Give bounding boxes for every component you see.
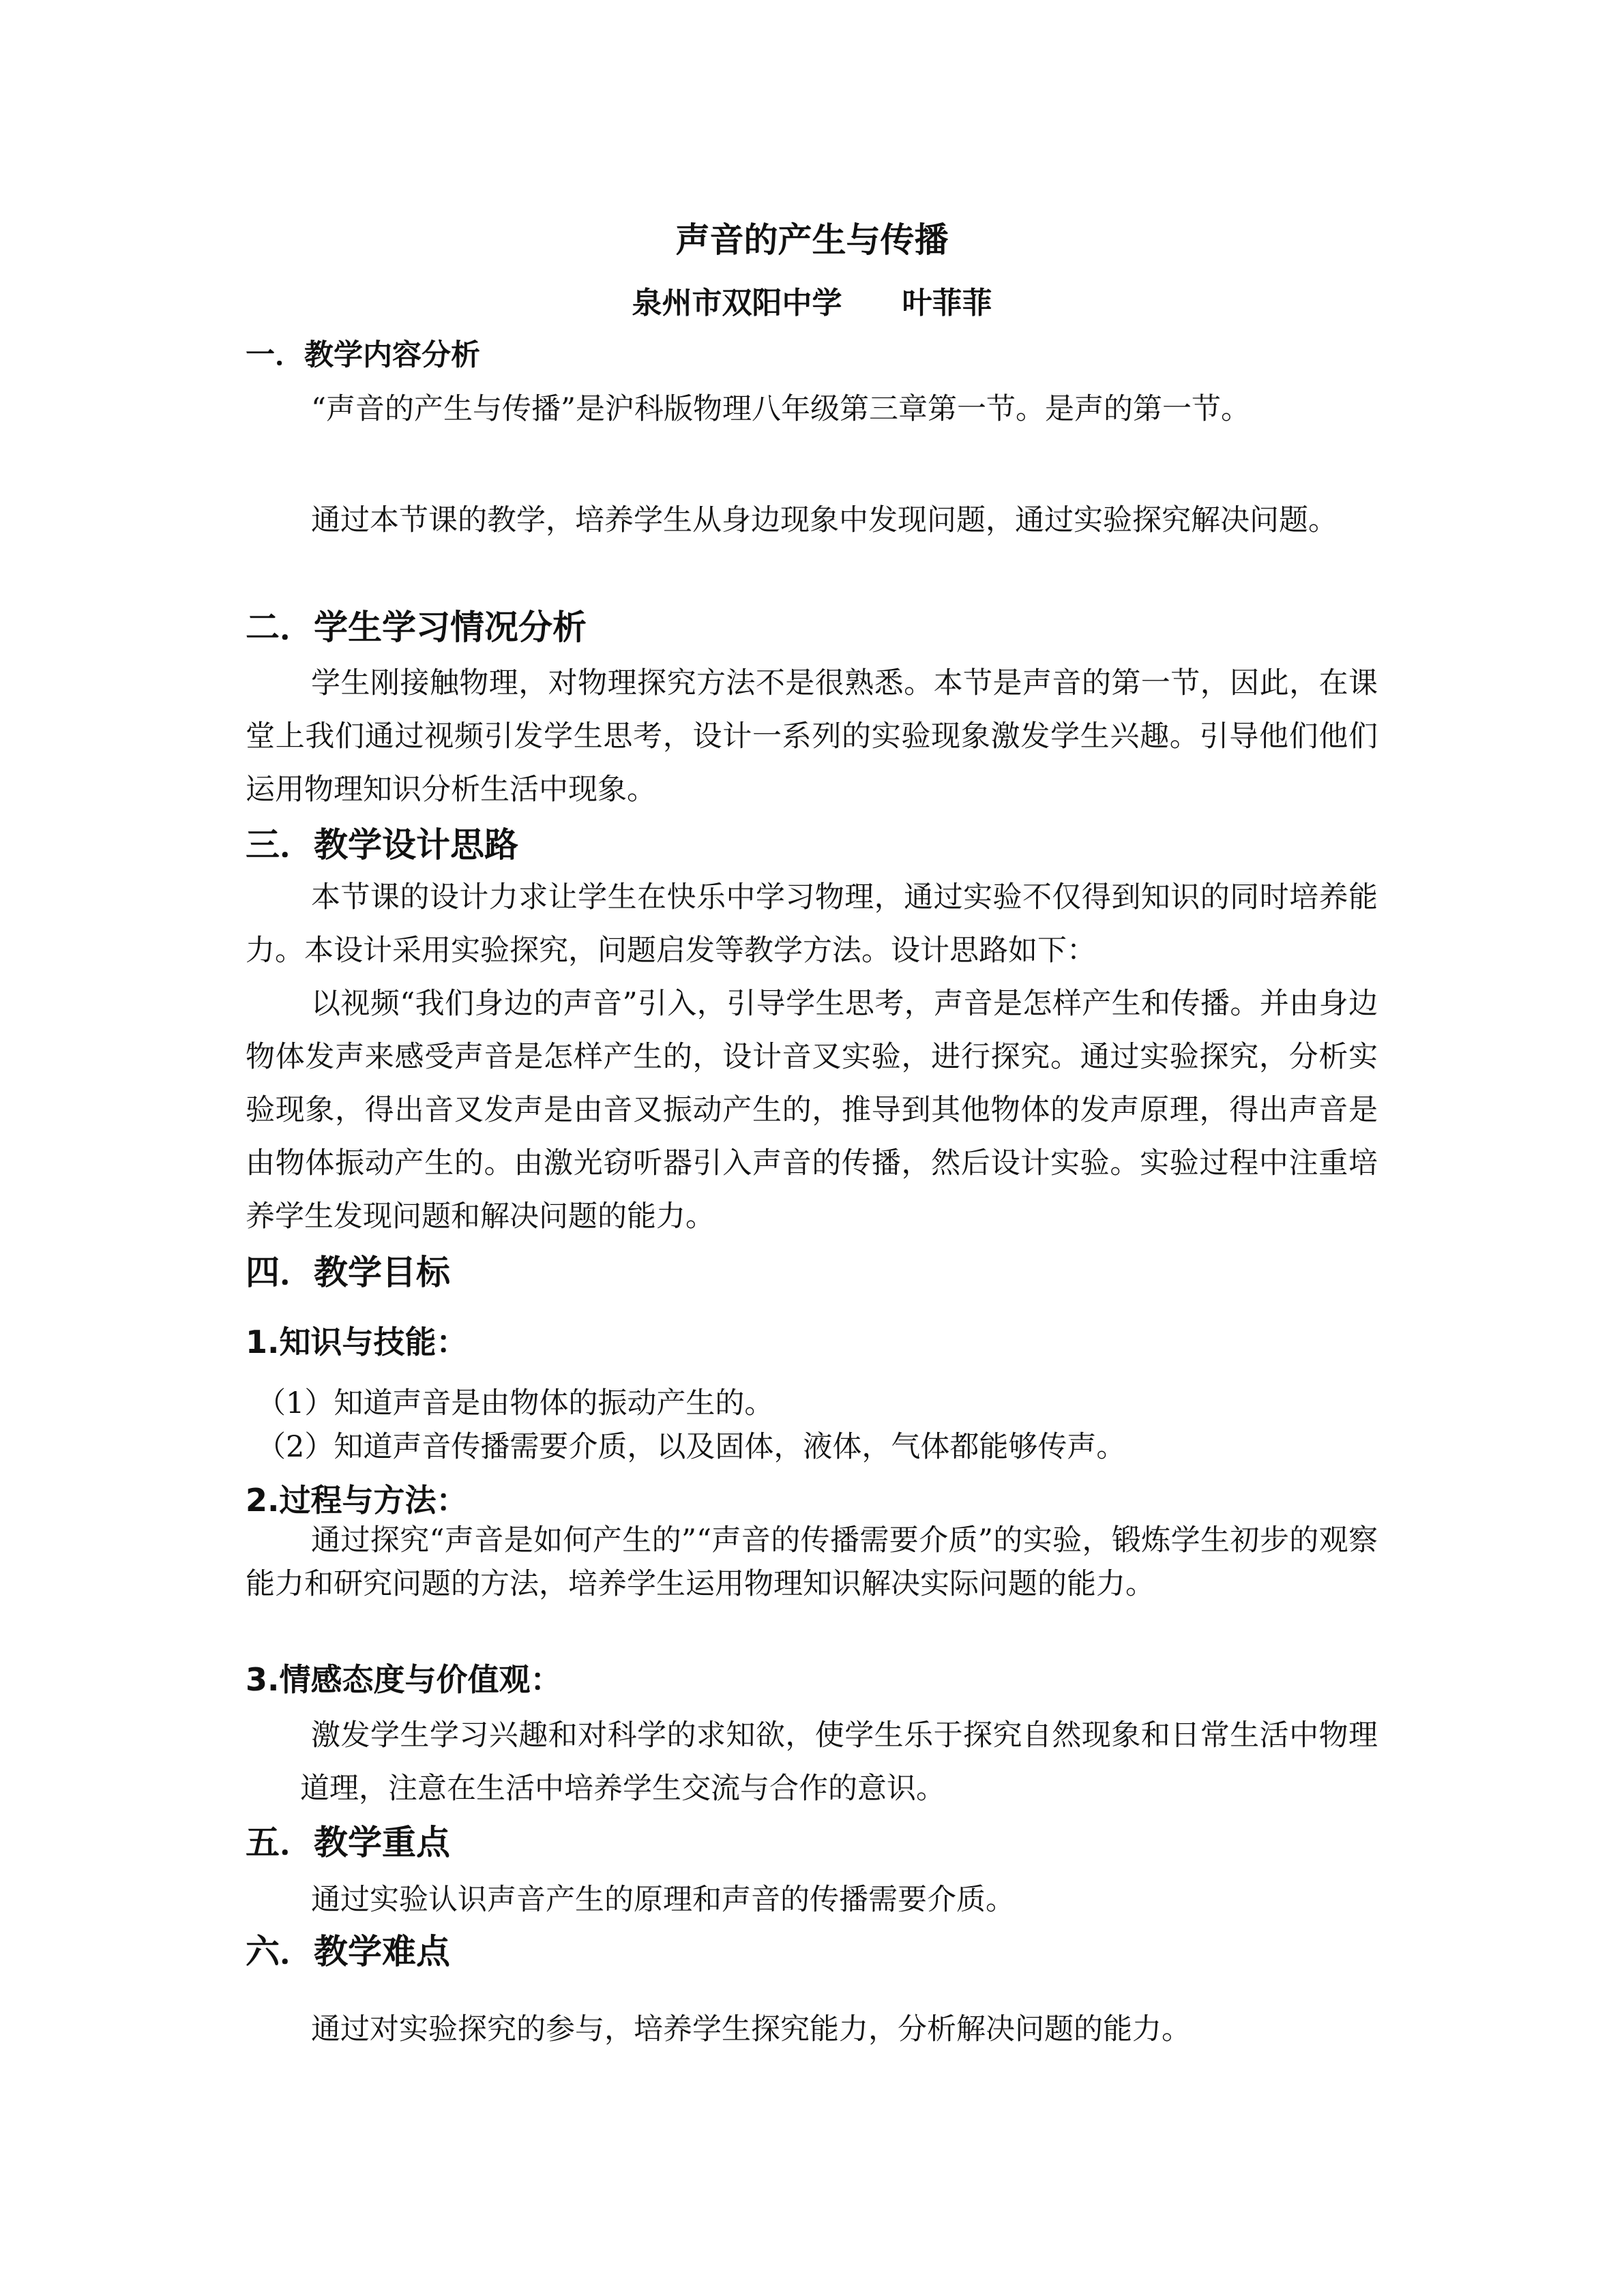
section-2-paragraph-1: 学生刚接触物理，对物理探究方法不是很熟悉。本节是声音的第一节，因此，在课堂上我们通过视频引发学生思考，设计一系列的实验现象激发学生兴趣。引导他们他们运用物理知识分析生活中现象。 — [246, 666, 1378, 807]
section-5-heading: 五．教学重点 — [246, 1823, 450, 1862]
section-3-paragraph-2: 以视频“我们身边的声音”引入，引导学生思考，声音是怎样产生和传播。并由身边物体发声来感受声音是怎样产生的，设计音叉实验，进行探究。通过实验探究，分析实验现象，得出音叉发声是由音叉振动产生的，推导到其他物体的发声原理，得出声音是由物体振动产生的。由激光窃听器引入声音的传播，然后设计实验。实验过程中注重培养学生发现问题和解决问题的能力。 — [246, 987, 1378, 1234]
section-1-heading: 一．教学内容分析 — [246, 338, 480, 372]
knowledge-skills-subheading: 1.知识与技能： — [246, 1324, 468, 1360]
emotion-values-paragraph: 激发学生学习兴趣和对科学的求知欲，使学生乐于探究自然现象和日常生活中物理道理，注意在生活中培养学生交流与合作的意识。 — [300, 1718, 1378, 1806]
section-4-heading: 四．教学目标 — [246, 1253, 450, 1292]
objective-item-1: （1）知道声音是由物体的振动产生的。 — [256, 1386, 774, 1420]
section-1-paragraph-2: 通过本节课的教学，培养学生从身边现象中发现问题，通过实验探究解决问题。 — [311, 503, 1338, 537]
process-method-paragraph: 通过探究“声音是如何产生的”“声音的传播需要介质”的实验，锻炼学生初步的观察能力和研究问题的方法，培养学生运用物理知识解决实际问题的能力。 — [246, 1523, 1378, 1601]
author-line: 泉州市双阳中学 叶菲菲 — [632, 286, 992, 320]
section-3-heading: 三．教学设计思路 — [246, 825, 518, 865]
section-3-paragraph-1: 本节课的设计力求让学生在快乐中学习物理，通过实验不仅得到知识的同时培养能力。本设计采用实验探究，问题启发等教学方法。设计思路如下： — [246, 880, 1378, 968]
section-5-paragraph-1: 通过实验认识声音产生的原理和声音的传播需要介质。 — [311, 1883, 1015, 1917]
section-6-paragraph-1: 通过对实验探究的参与，培养学生探究能力，分析解决问题的能力。 — [311, 2012, 1191, 2046]
document-title: 声音的产生与传播 — [675, 220, 949, 260]
section-6-heading: 六．教学难点 — [246, 1932, 450, 1971]
section-2-heading: 二．学生学习情况分析 — [246, 608, 587, 647]
emotion-values-subheading: 3.情感态度与价值观： — [246, 1661, 562, 1698]
process-method-subheading: 2.过程与方法： — [246, 1482, 468, 1519]
objective-item-2: （2）知道声音传播需要介质，以及固体，液体，气体都能够传声。 — [256, 1430, 1126, 1464]
section-1-paragraph-1: “声音的产生与传播”是沪科版物理八年级第三章第一节。是声的第一节。 — [311, 392, 1250, 426]
